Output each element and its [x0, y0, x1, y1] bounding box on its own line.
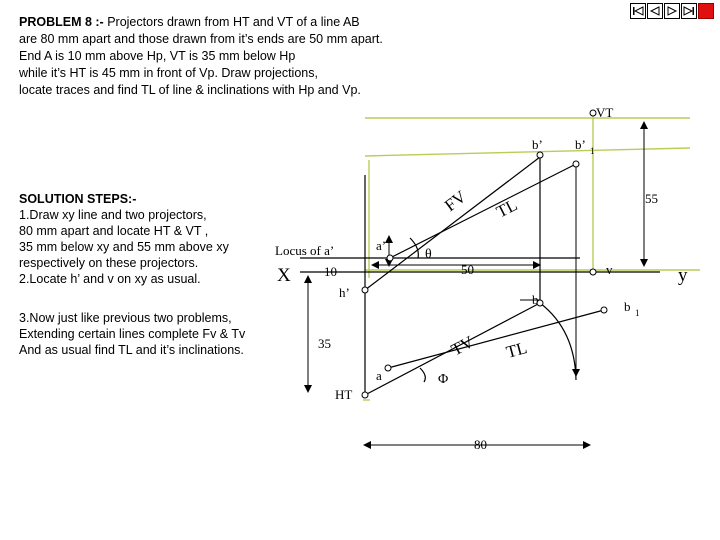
rotation-arc — [540, 303, 576, 380]
a-dash-label: a’ — [376, 238, 387, 253]
problem-line: Projectors drawn from HT and VT of a line AB — [103, 15, 360, 29]
step-line: And as usual find TL and it’s inclinations. — [19, 343, 244, 357]
v-label: v — [606, 262, 613, 277]
step-line: 80 mm apart and locate HT & VT , — [19, 224, 209, 238]
dim-50-label: 50 — [461, 262, 474, 277]
vt-label: VT — [596, 105, 614, 120]
dim-35-label: 35 — [318, 336, 331, 351]
b1-dash-sub-label: 1 — [590, 146, 595, 156]
tl-lower-label: TL — [504, 338, 530, 362]
b1-sub-label: 1 — [635, 308, 640, 318]
tl-front-line — [390, 164, 576, 258]
tv-label: TV — [447, 332, 477, 360]
problem-line: are 80 mm apart and those drawn from it’s ends are 50 mm apart. — [19, 32, 383, 46]
step-line: respectively on these projectors. — [19, 256, 199, 270]
b-dash-point — [537, 152, 543, 158]
phi-arc — [420, 368, 425, 382]
b1-point — [601, 307, 607, 313]
a-dash-point — [387, 255, 393, 261]
step-line: 2.Locate h’ and v on xy as usual. — [19, 272, 201, 286]
ht-point — [362, 392, 368, 398]
steps-heading: SOLUTION STEPS:- — [19, 192, 137, 206]
dim-10-label: 10 — [324, 264, 337, 279]
locus-label: Locus of a’ — [275, 243, 335, 258]
step-line: Extending certain lines complete Fv & Tv — [19, 327, 246, 341]
dim-55-label: 55 — [645, 191, 658, 206]
dim-80-label: 80 — [474, 437, 487, 452]
a-point — [385, 365, 391, 371]
tl-top-line — [388, 310, 604, 368]
problem-line: End A is 10 mm above Hp, VT is 35 mm below Hp — [19, 49, 296, 63]
tl-upper-label: TL — [493, 195, 521, 222]
h-dash-point — [362, 287, 368, 293]
ht-label: HT — [335, 387, 353, 402]
diagram-labels — [275, 105, 688, 452]
fv-label: FV — [440, 186, 470, 216]
v-point — [590, 269, 596, 275]
b-dash-horizontal — [365, 148, 690, 156]
b-label: b — [532, 292, 539, 307]
problem-heading: PROBLEM 8 :- — [19, 15, 104, 29]
step-line: 3.Now just like previous two problems, — [19, 311, 232, 325]
b1-label: b — [624, 299, 631, 314]
theta-label: θ — [425, 247, 432, 262]
x-label: X — [277, 265, 291, 286]
h-dash-label: h’ — [339, 285, 350, 300]
b1-dash-point — [573, 161, 579, 167]
problem-line: locate traces and find TL of line & inclinations with Hp and Vp. — [19, 83, 361, 97]
a-label: a — [376, 368, 382, 383]
y-label: y — [678, 265, 688, 286]
step-line: 35 mm below xy and 55 mm above xy — [19, 240, 229, 254]
b-dash-label: b’ — [532, 137, 543, 152]
construction-guides — [363, 113, 700, 400]
b1-dash-label: b’ — [575, 137, 586, 152]
step-line: 1.Draw xy line and two projectors, — [19, 208, 207, 222]
phi-label: Φ — [438, 372, 449, 387]
problem-line: while it’s HT is 45 mm in front of Vp. Draw projections, — [19, 66, 318, 80]
